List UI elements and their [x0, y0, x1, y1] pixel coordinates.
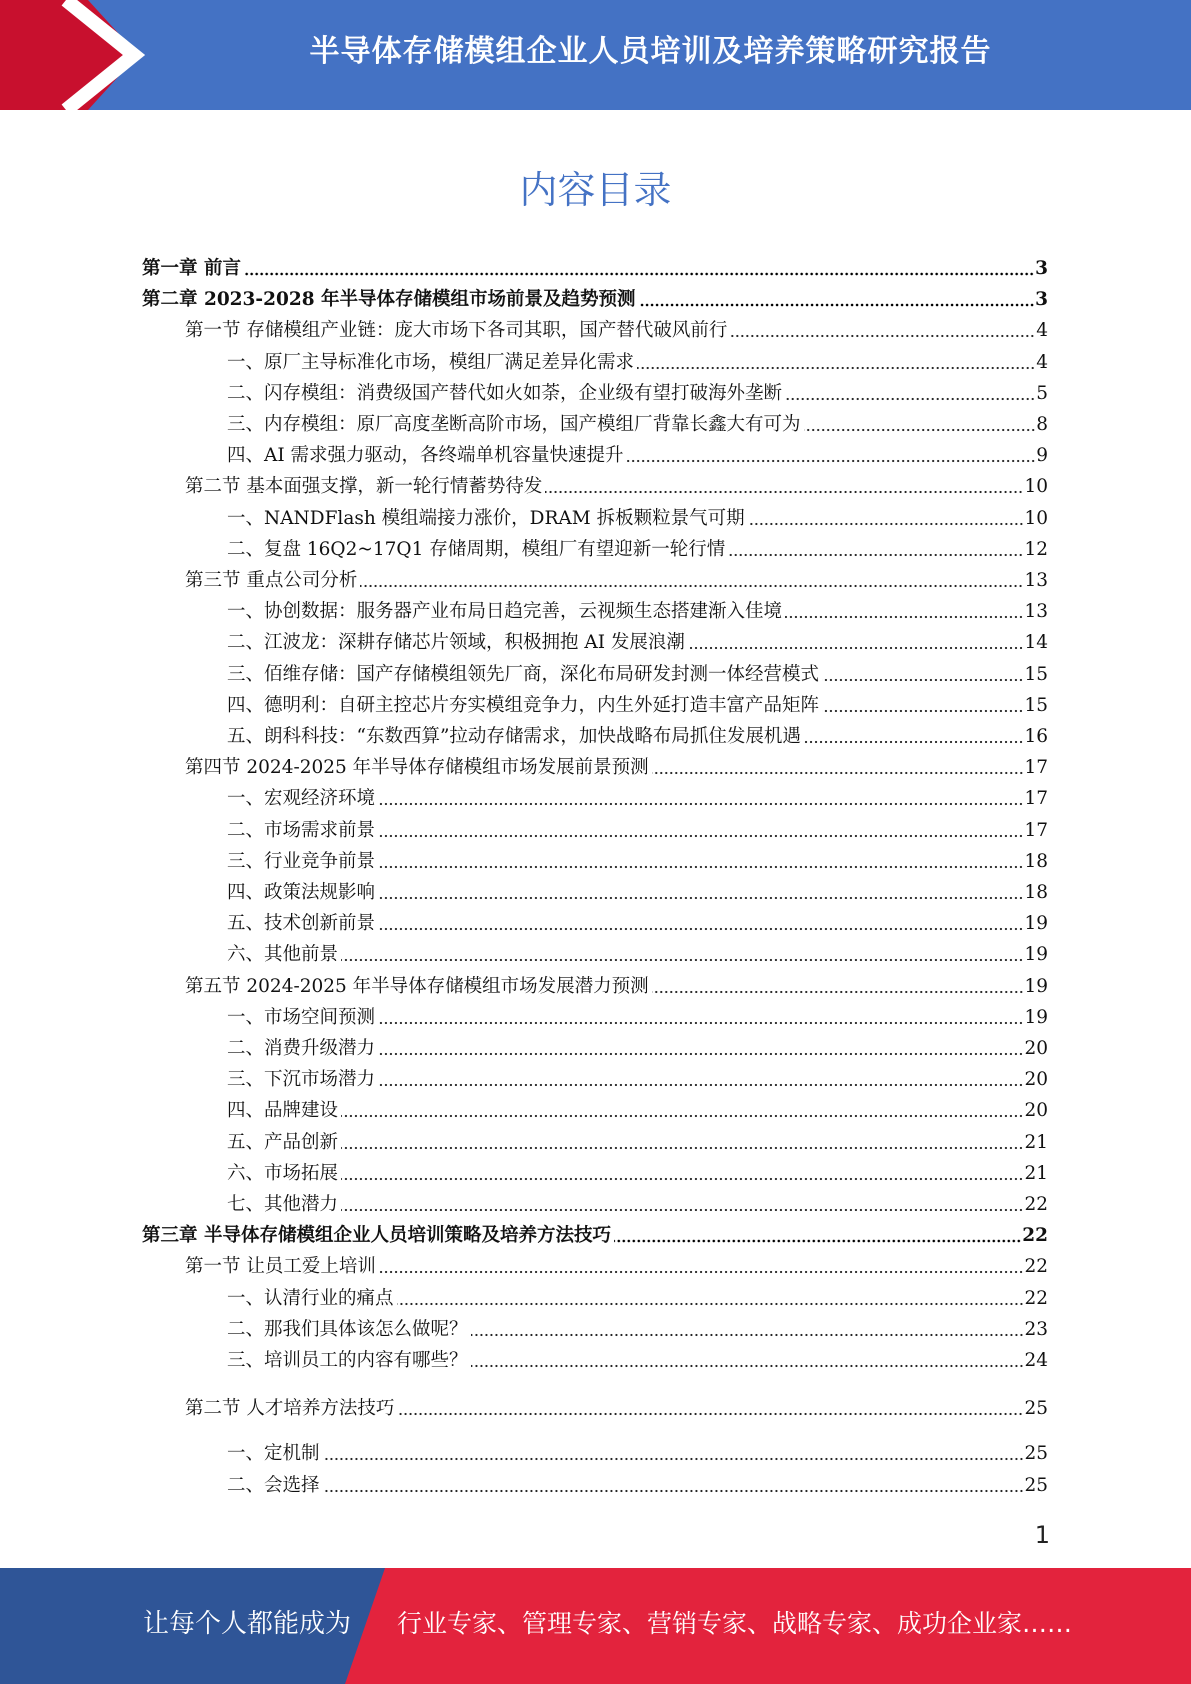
toc-entry-label: 三、内存模组：原厂高度垄断高阶市场，国产模组厂背靠长鑫大有可为 [227, 414, 801, 435]
toc-subsection-entry[interactable] [227, 1470, 1048, 1501]
footer-slogan-right: 行业专家、管理专家、营销专家、战略专家、成功企业家…… [397, 1609, 1073, 1638]
toc-entry-label: 二、市场需求前景 [227, 819, 376, 841]
toc-entry-page: 3 [1035, 289, 1048, 311]
toc-dot-leader [397, 1302, 1024, 1306]
toc-dot-leader [748, 522, 1024, 526]
toc-subsection-entry[interactable] [227, 721, 1048, 752]
toc-entry-label: 四、政策法规影响 [227, 882, 376, 903]
toc-dot-leader [323, 1489, 1024, 1493]
toc-entry-page: 19 [1024, 944, 1048, 966]
toc-subsection-entry[interactable] [227, 815, 1048, 846]
toc-subsection-entry[interactable] [227, 1064, 1048, 1095]
toc-subsection-entry[interactable] [227, 596, 1048, 627]
toc-entry-page: 25 [1024, 1474, 1048, 1496]
toc-subsection-entry[interactable] [227, 690, 1048, 721]
toc-subsection-entry[interactable] [227, 1158, 1048, 1189]
toc-subsection-entry[interactable] [227, 1033, 1048, 1064]
toc-dot-leader [341, 1177, 1023, 1181]
toc-entry-label: 一、协创数据：服务器产业布局日趋完善，云视频生态搭建渐入佳境 [227, 601, 783, 623]
toc-entry-page: 5 [1036, 382, 1048, 404]
toc-entry-page: 4 [1036, 351, 1048, 373]
toc-subsection-entry[interactable] [227, 1189, 1048, 1220]
toc-entry-label: 三、下沉市场潜力 [227, 1069, 376, 1091]
toc-entry-page: 23 [1024, 1318, 1048, 1340]
toc-dot-leader [652, 771, 1024, 775]
toc-subsection-entry[interactable] [227, 503, 1048, 534]
toc-subsection-entry[interactable] [227, 1127, 1048, 1158]
toc-subsection-entry[interactable] [227, 1314, 1048, 1345]
toc-entry-label: 六、其他前景 [227, 944, 339, 966]
toc-dot-leader [639, 303, 1035, 307]
toc-subsection-entry[interactable] [227, 1438, 1048, 1469]
toc-entry-page: 8 [1036, 414, 1048, 435]
toc-entry-page: 25 [1024, 1398, 1048, 1420]
toc-dot-leader [244, 272, 1034, 276]
toc-dot-leader [378, 896, 1023, 900]
toc-section-entry[interactable] [185, 565, 1048, 596]
toc-dot-leader [378, 1021, 1023, 1025]
toc-heading: 内容目录 [519, 168, 672, 212]
toc-entry-page: 17 [1024, 819, 1048, 841]
toc-section-entry[interactable] [185, 1251, 1048, 1282]
toc-entry-page: 17 [1024, 788, 1048, 810]
toc-dot-leader [637, 366, 1035, 370]
toc-subsection-entry[interactable] [227, 627, 1048, 658]
toc-subsection-entry[interactable] [227, 440, 1048, 471]
report-footer [0, 1568, 1191, 1684]
toc-section-entry[interactable] [185, 752, 1048, 783]
toc-entry-page: 18 [1024, 882, 1048, 903]
toc-dot-leader [785, 615, 1023, 619]
toc-dot-leader [379, 1270, 1024, 1274]
report-title: 半导体存储模组企业人员培训及培养策略研究报告 [309, 34, 992, 69]
toc-entry-page: 21 [1024, 1162, 1048, 1184]
toc-dot-leader [397, 1412, 1023, 1416]
toc-entry-page: 19 [1024, 975, 1048, 997]
toc-dot-leader [378, 802, 1023, 806]
toc-dot-leader [804, 740, 1024, 744]
toc-entry-label: 五、产品创新 [227, 1131, 339, 1153]
toc-entry-label: 二、江波龙：深耕存储芯片领域，积极拥抱 AI 发展浪潮 [227, 632, 685, 654]
toc-dot-leader [341, 958, 1023, 962]
toc-dot-leader [652, 990, 1024, 994]
toc-entry-page: 15 [1024, 663, 1048, 685]
toc-subsection-entry[interactable] [227, 1283, 1048, 1314]
toc-section-entry[interactable] [185, 315, 1048, 346]
toc-entry-label: 二、复盘 16Q2~17Q1 存储周期，模组厂有望迎新一轮行情 [227, 538, 726, 560]
toc-entry-label: 二、闪存模组：消费级国产替代如火如荼，企业级有望打破海外垄断 [227, 382, 783, 404]
report-header [0, 0, 1191, 110]
toc-entry-page: 13 [1024, 570, 1048, 591]
toc-entry-page: 22 [1022, 1225, 1048, 1247]
toc-subsection-entry[interactable] [227, 1345, 1048, 1376]
toc-entry-label: 二、会选择 [227, 1474, 320, 1496]
toc-entry-label: 第二节 基本面强支撑，新一轮行情蓄势待发 [185, 476, 543, 498]
toc-dot-leader [614, 1239, 1021, 1243]
toc-subsection-entry[interactable] [227, 378, 1048, 409]
toc-entry-label: 二、消费升级潜力 [227, 1038, 376, 1059]
toc-dot-leader [378, 865, 1023, 869]
toc-entry-page: 4 [1036, 320, 1048, 342]
toc-entry-page: 9 [1036, 445, 1048, 467]
toc-entry-label: 第二节 人才培养方法技巧 [185, 1398, 395, 1420]
toc-entry-page: 15 [1024, 694, 1048, 716]
toc-entry-label: 三、培训员工的内容有哪些？ [227, 1350, 468, 1371]
toc-chapter-entry[interactable] [142, 1220, 1048, 1251]
toc-entry-page: 25 [1024, 1443, 1048, 1465]
toc-entry-page: 3 [1035, 258, 1048, 279]
toc-section-entry[interactable] [185, 471, 1048, 502]
toc-entry-label: 第三节 重点公司分析 [185, 570, 358, 591]
toc-entry-page: 19 [1024, 1006, 1048, 1028]
toc-entry-label: 一、NANDFlash 模组端接力涨价，DRAM 拆板颗粒景气可期 [227, 507, 745, 529]
toc-subsection-entry[interactable] [227, 783, 1048, 814]
toc-entry-label: 第一章 前言 [142, 258, 241, 279]
page-number: 1 [1034, 1521, 1050, 1549]
toc-dot-leader [471, 1333, 1024, 1337]
toc-entry-label: 一、定机制 [227, 1443, 320, 1465]
toc-subsection-entry[interactable] [227, 877, 1048, 908]
toc-dot-leader [785, 397, 1035, 401]
toc-subsection-entry[interactable] [227, 908, 1048, 939]
toc-subsection-entry[interactable] [227, 534, 1048, 565]
toc-entry-label: 第一节 让员工爱上培训 [185, 1256, 376, 1278]
toc-dot-leader [341, 1146, 1023, 1150]
toc-entry-page: 17 [1024, 757, 1048, 779]
toc-subsection-entry[interactable] [227, 659, 1048, 690]
toc-entry-label: 第四节 2024-2025 年半导体存储模组市场发展前景预测 [185, 757, 649, 779]
toc-entry-page: 10 [1024, 476, 1048, 498]
toc-dot-leader [360, 584, 1023, 588]
toc-dot-leader [728, 553, 1023, 557]
toc-dot-leader [323, 1457, 1024, 1461]
toc-entry-page: 16 [1024, 726, 1048, 747]
toc-dot-leader [378, 1052, 1023, 1056]
toc-dot-leader [627, 459, 1036, 463]
toc-entry-page: 13 [1024, 601, 1048, 623]
toc-entry-label: 第三章 半导体存储模组企业人员培训策略及培养方法技巧 [142, 1225, 611, 1247]
toc-entry-page: 22 [1024, 1194, 1048, 1215]
toc-dot-leader [688, 646, 1024, 650]
toc-entry-page: 24 [1024, 1350, 1048, 1371]
toc-entry-label: 五、技术创新前景 [227, 913, 376, 935]
toc-entry-page: 19 [1024, 913, 1048, 935]
toc-dot-leader [341, 1114, 1023, 1118]
toc-chapter-entry[interactable] [142, 253, 1048, 284]
toc-subsection-entry[interactable] [227, 939, 1048, 970]
header-arrow-decoration [0, 0, 160, 110]
toc-entry-label: 四、AI 需求强力驱动，各终端单机容量快速提升 [227, 445, 624, 467]
toc-dot-leader [378, 1083, 1023, 1087]
toc-entry-label: 二、那我们具体该怎么做呢？ [227, 1318, 468, 1340]
toc-entry-page: 20 [1024, 1038, 1048, 1059]
toc-entry-page: 12 [1024, 538, 1048, 560]
toc-entry-label: 一、认清行业的痛点 [227, 1287, 394, 1309]
toc-entry-label: 五、朗科科技：“东数西算”拉动存储需求，加快战略布局抓住发展机遇 [227, 726, 801, 747]
toc-entry-page: 18 [1024, 850, 1048, 872]
toc-section-entry[interactable] [185, 1393, 1048, 1424]
toc-entry-label: 一、市场空间预测 [227, 1006, 376, 1028]
footer-slogan-left: 让每个人都能成为 [143, 1609, 352, 1639]
toc-subsection-entry[interactable] [227, 347, 1048, 378]
toc-dot-leader [378, 927, 1023, 931]
toc-chapter-entry[interactable] [142, 284, 1048, 315]
toc-entry-label: 三、行业竞争前景 [227, 850, 376, 872]
toc-dot-leader [822, 709, 1023, 713]
toc-subsection-entry[interactable] [227, 846, 1048, 877]
toc-dot-leader [341, 1208, 1023, 1212]
toc-dot-leader [822, 678, 1023, 682]
toc-entry-page: 14 [1024, 632, 1048, 654]
toc-dot-leader [804, 428, 1036, 432]
toc-entry-label: 四、德明利：自研主控芯片夯实模组竞争力，内生外延打造丰富产品矩阵 [227, 694, 820, 716]
toc-entry-page: 21 [1024, 1131, 1048, 1153]
toc-subsection-entry[interactable] [227, 409, 1048, 440]
toc-entry-page: 10 [1024, 507, 1048, 529]
header-arrow-red [0, 0, 138, 110]
toc-entry-label: 第一节 存储模组产业链：庞大市场下各司其职，国产替代破风前行 [185, 320, 728, 342]
toc-entry-page: 22 [1024, 1256, 1048, 1278]
toc-entry-label: 第五节 2024-2025 年半导体存储模组市场发展潜力预测 [185, 975, 649, 997]
toc-entry-label: 四、品牌建设 [227, 1100, 339, 1122]
toc-dot-leader [471, 1364, 1024, 1368]
toc-dot-leader [545, 490, 1023, 494]
toc-dot-leader [730, 334, 1035, 338]
toc-subsection-entry[interactable] [227, 1095, 1048, 1126]
toc-entry-page: 22 [1024, 1287, 1048, 1309]
toc-entry-label: 六、市场拓展 [227, 1162, 339, 1184]
toc-section-entry[interactable] [185, 971, 1048, 1002]
toc-entry-label: 一、宏观经济环境 [227, 788, 376, 810]
toc-subsection-entry[interactable] [227, 1002, 1048, 1033]
toc-entry-page: 20 [1024, 1069, 1048, 1091]
toc-entry-label: 一、原厂主导标准化市场，模组厂满足差异化需求 [227, 351, 635, 373]
toc-entry-page: 20 [1024, 1100, 1048, 1122]
toc-dot-leader [378, 834, 1023, 838]
toc-entry-label: 七、其他潜力 [227, 1194, 339, 1215]
toc-entry-label: 三、佰维存储：国产存储模组领先厂商，深化布局研发封测一体经营模式 [227, 663, 820, 685]
toc-entry-label: 第二章 2023-2028 年半导体存储模组市场前景及趋势预测 [142, 289, 636, 311]
